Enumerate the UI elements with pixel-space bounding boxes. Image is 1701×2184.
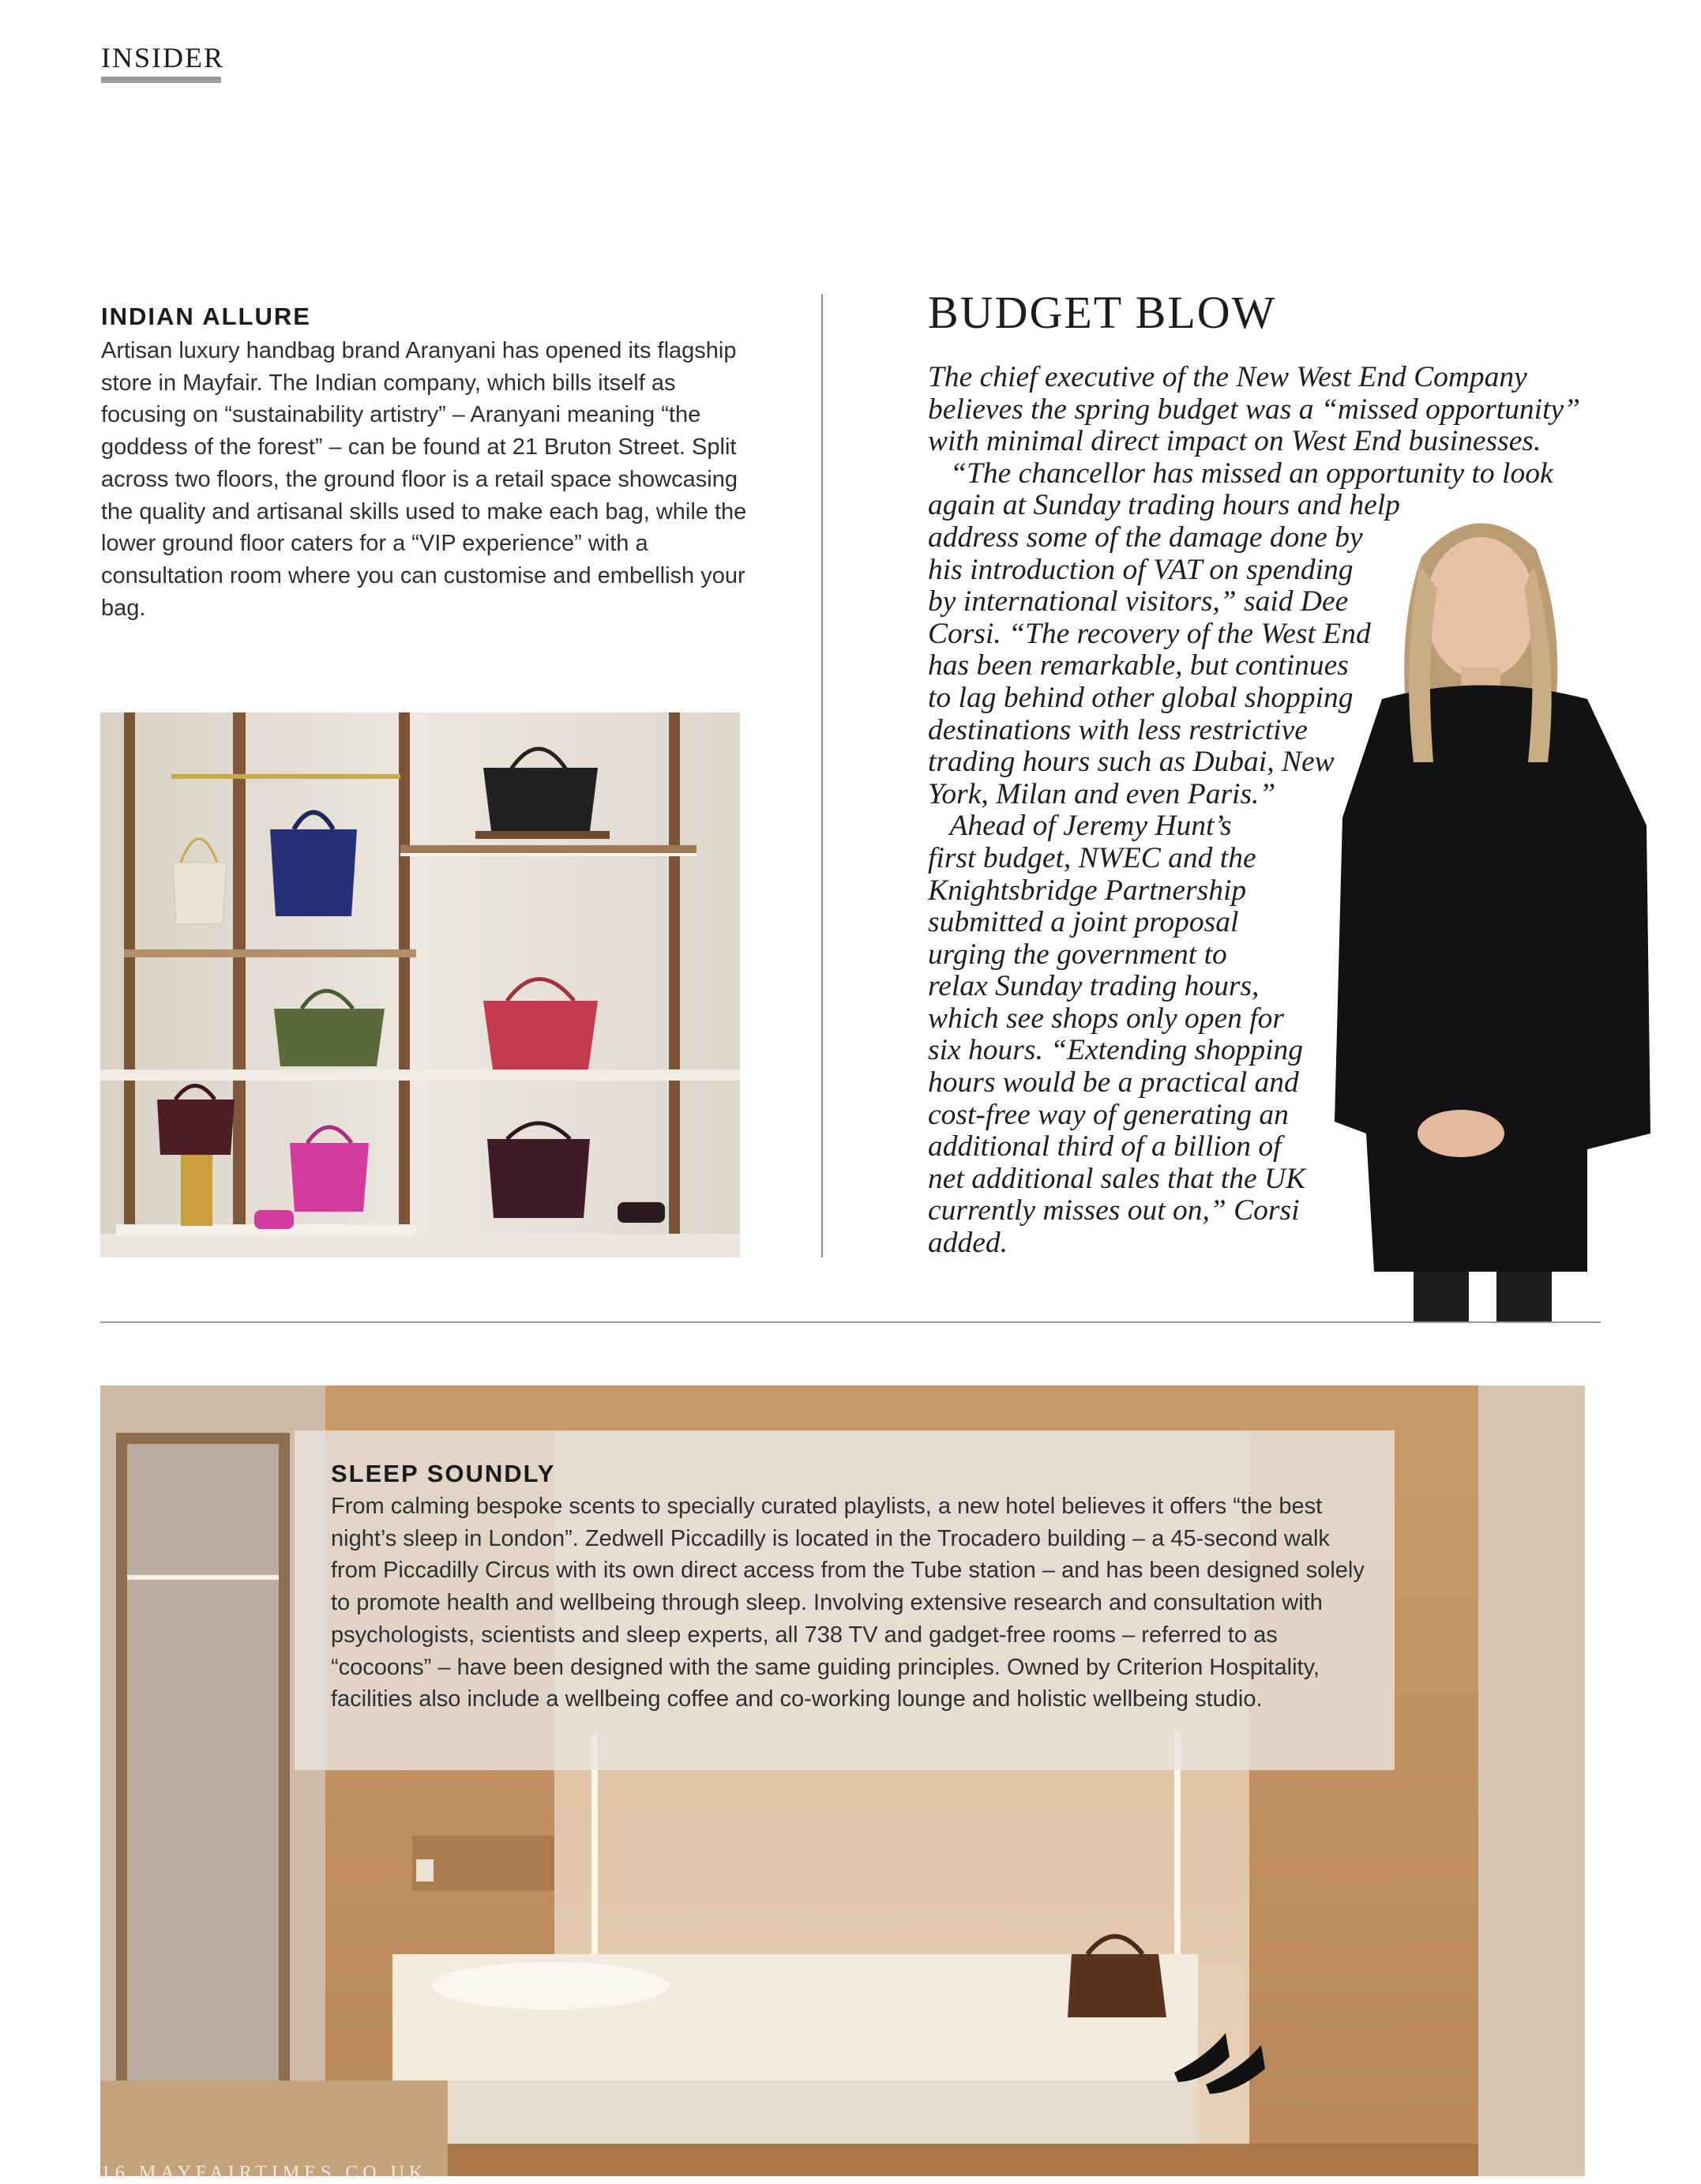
handbag-store-photo [100,712,740,1257]
sleep-soundly-heading: SLEEP SOUNDLY [331,1460,556,1487]
indian-allure-body: Artisan luxury handbag brand Aranyani has opened its flagship store in Mayfair. The Indian company, which bills itself as focusing on “sustainability artistry” – Aranyani meaning “the goddess of the forest” – can be found at 21 Bruton Street. Split across two floors, the ground floor is a retail space showcasing the quality and artisanal skills used to make each bag, while the lower ground floor caters for a “VIP experience” with a consultation room where you can customise and embellish your bag. [101,338,747,621]
indian-allure-heading: INDIAN ALLURE [101,303,311,330]
section-label: INSIDER [101,42,224,73]
section-label-underline [101,77,221,83]
section-divider [100,1321,1601,1323]
budget-blow-body: The chief executive of the New West End Company believes the spring budget was a “missed opportunity” with minimal direct impact on West End businesses. “The chancellor has missed an opportunity to look again at Sunday trading hours and help address some of the damage done by his introduction of VAT on spending by international visitors,” said Dee Corsi. “The recovery of the West End has been remarkable, but continues to lag behind other global shopping destinations with less restrictive trading hours such as Dubai, New York, Milan and even Paris.” Ahead of Jeremy Hunt’s first budget, NWEC and the Knightsbridge Partnership submitted a joint proposal urging the government to relax Sunday trading hours, which see shops only open for six hours. “Extending shopping hours would be a practical and cost-free way of generating an additional third of a billion of net additional sales that the UK currently misses out on,” Corsi added. [928,361,1581,1260]
page-folio: 16 MAYFAIRTIMES.CO.UK [101,2163,428,2183]
sleep-soundly-body: From calming bespoke scents to specially curated playlists, a new hotel believes it offers “the best night’s sleep in London”. Zedwell Piccadilly is located in the Trocadero building – a 45-second walk from Piccadilly Circus with its own direct access from the Tube station – and has been designed solely to promote health and wellbeing through sleep. Involving extensive research and consultation with psychologists, scientists and sleep experts, all 738 TV and gadget-free rooms – referred to as “cocoons” – have been designed with the same guiding principles. Owned by Criterion Hospitality, facilities also include a wellbeing coffee and co-working lounge and holistic wellbeing studio. [331,1494,1365,1712]
budget-blow-heading: BUDGET BLOW [928,287,1277,338]
dee-corsi-portrait [1327,502,1658,1323]
column-divider [821,294,823,1257]
